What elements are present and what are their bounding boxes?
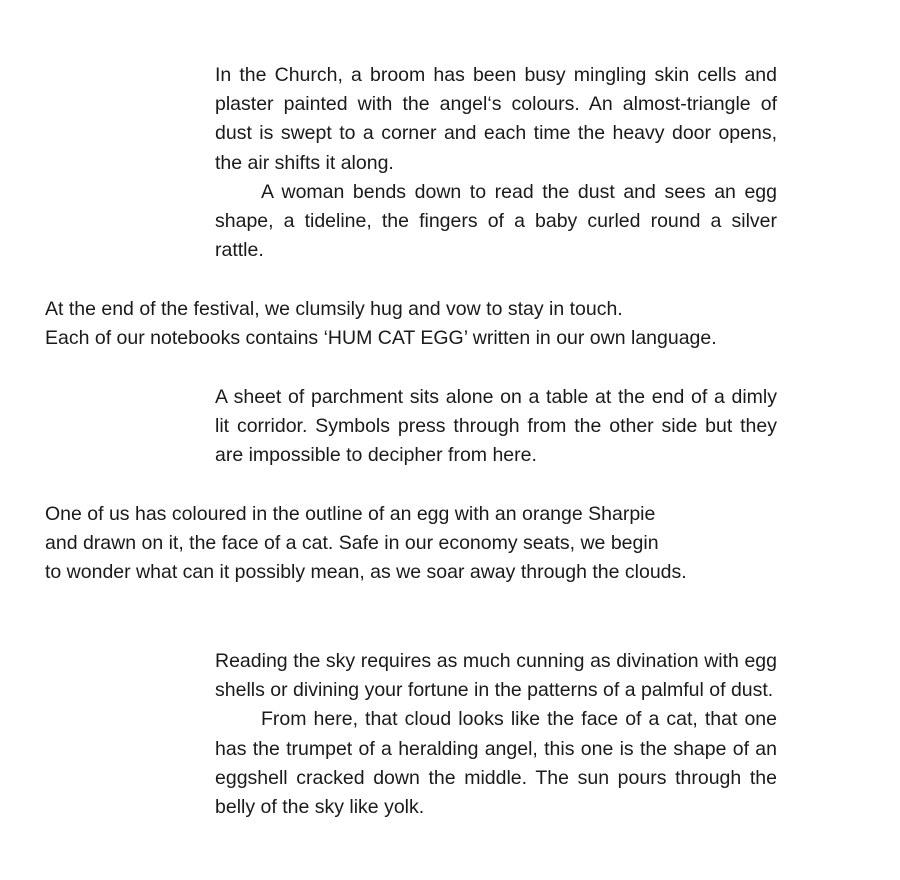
prose-festival (45, 295, 717, 353)
prose-festival-line-2: Each of our notebooks contains ‘HUM CAT EGG’ written in our own language. (45, 327, 717, 350)
stanza-parchment (215, 383, 777, 471)
stanza-parchment-para-1: A sheet of parchment sits alone on a table at the end of a dimly lit corridor. Symbols press through from the other side but they are impossible to decipher from here. (215, 386, 777, 467)
prose-flight-line-3: to wonder what can it possibly mean, as we soar away through the clouds. (45, 561, 687, 584)
stanza-sky-para-2: From here, that cloud looks like the face of a cat, that one has the trumpet of a heralding angel, this one is the shape of an eggshell cracked down the middle. The sun pours through the belly of the sky like yolk. (215, 708, 777, 819)
prose-flight-line-2: and drawn on it, the face of a cat. Safe in our economy seats, we begin (45, 532, 659, 555)
stanza-church-para-1: In the Church, a broom has been busy mingling skin cells and plaster painted with the angel‘s colours. An almost-triangle of dust is swept to a corner and each time the heavy door opens, the air shifts it along. (215, 64, 777, 174)
stanza-sky (215, 647, 777, 822)
stanza-sky-para-1: Reading the sky requires as much cunning as divination with egg shells or divining your fortune in the patterns of a palmful of dust. (215, 650, 777, 702)
stanza-church-para-2: A woman bends down to read the dust and sees an egg shape, a tideline, the fingers of a baby curled round a silver rattle. (215, 180, 777, 262)
prose-flight (45, 500, 687, 588)
prose-flight-line-1: One of us has coloured in the outline of an egg with an orange Sharpie (45, 503, 656, 525)
stanza-church (215, 61, 777, 265)
prose-festival-line-1: At the end of the festival, we clumsily hug and vow to stay in touch. (45, 298, 623, 320)
